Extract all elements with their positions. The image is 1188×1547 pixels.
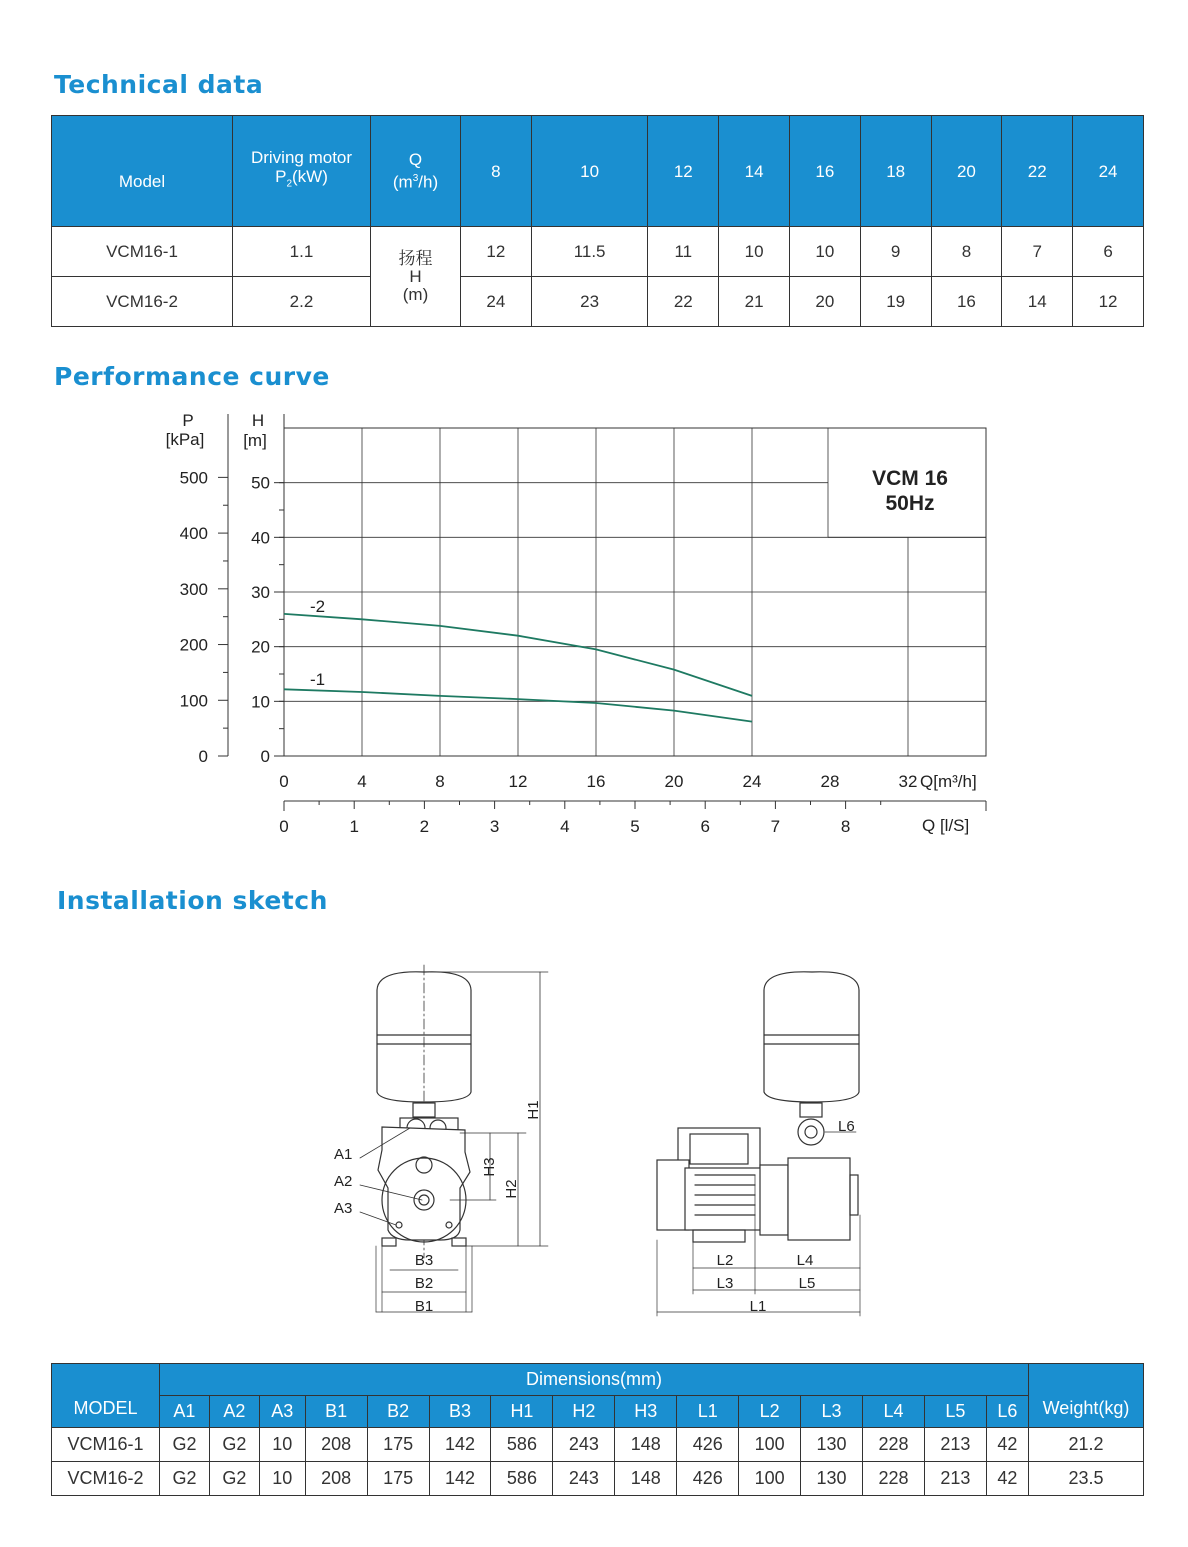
ls-tick-label: 3: [489, 817, 500, 836]
x-tick-label: 20: [664, 772, 684, 791]
dim-col-header: L2: [739, 1396, 801, 1428]
installation-sketch: [300, 960, 900, 1320]
motor-header: [233, 116, 371, 227]
dim-cell: 586: [491, 1428, 553, 1462]
model-cell: VCM16-1: [52, 227, 233, 277]
motor-header-unit: (kW): [292, 167, 328, 187]
dim-cell: 586: [491, 1462, 553, 1496]
chart-axes: [180, 414, 986, 836]
head-cell: 14: [1002, 277, 1073, 327]
dimensions-table: [51, 1363, 1144, 1496]
installation-sketch-title: Installation sketch: [57, 886, 328, 915]
chart-title: VCM 16: [872, 467, 948, 490]
weight-cell: 23.5: [1029, 1462, 1144, 1496]
technical-data-table: [51, 115, 1144, 327]
ls-tick-label: 5: [630, 817, 640, 836]
table-row: [52, 1428, 1144, 1462]
dim-cell: 142: [429, 1428, 491, 1462]
q-header-sup: 3: [412, 173, 419, 185]
h-tick-label: 10: [251, 692, 270, 712]
dim-col-header: L1: [677, 1396, 739, 1428]
head-cell: 24: [461, 277, 532, 327]
model-cell: VCM16-1: [52, 1428, 160, 1462]
label-a2: A2: [334, 1173, 353, 1190]
flow-header: 20: [931, 116, 1002, 227]
x-axis-label: Q[m³/h]: [920, 772, 977, 791]
dim-cell: 243: [553, 1462, 615, 1496]
weight-header: Weight(kg): [1029, 1364, 1144, 1428]
x-axis-label-secondary: Q [l/S]: [922, 816, 970, 835]
x-tick-label: 8: [435, 772, 445, 791]
dim-col-header: A1: [160, 1396, 210, 1428]
dim-col-header: B3: [429, 1396, 491, 1428]
dim-cell: 130: [801, 1462, 863, 1496]
head-cell: 7: [1002, 227, 1073, 277]
x-tick-label: 16: [586, 772, 606, 791]
dim-cell: 148: [615, 1462, 677, 1496]
ls-tick-label: 0: [279, 817, 289, 836]
model-cell: VCM16-2: [52, 1462, 160, 1496]
ls-tick-label: 8: [840, 817, 851, 836]
dim-cell: 208: [305, 1428, 367, 1462]
power-cell: 1.1: [233, 227, 371, 277]
head-cell: 22: [648, 277, 719, 327]
label-l6: L6: [838, 1118, 855, 1135]
head-cell: 19: [860, 277, 931, 327]
flow-header: 14: [719, 116, 790, 227]
dim-col-header: B1: [305, 1396, 367, 1428]
label-a1: A1: [334, 1146, 353, 1163]
ls-tick-label: 6: [700, 817, 710, 836]
dim-col-header: L3: [801, 1396, 863, 1428]
motor-header-sub: 2: [286, 178, 293, 190]
head-cell: 11.5: [531, 227, 648, 277]
head-label-h: H: [409, 266, 422, 286]
label-l5: L5: [798, 1275, 816, 1292]
p-tick-label: 100: [179, 691, 208, 711]
dim-cell: 175: [367, 1428, 429, 1462]
label-h2: H2: [503, 1179, 520, 1199]
table-row: [52, 227, 1144, 277]
dim-cell: G2: [209, 1428, 259, 1462]
dim-col-header: B2: [367, 1396, 429, 1428]
chart-subtitle: 50Hz: [885, 492, 935, 515]
dim-col-header: L4: [863, 1396, 925, 1428]
table-row: [52, 277, 1144, 327]
dim-col-header: A3: [259, 1396, 305, 1428]
dim-cell: 142: [429, 1462, 491, 1496]
head-cell: 11: [648, 227, 719, 277]
q-header-unit-b: /h): [418, 172, 439, 192]
x-tick-label: 0: [279, 772, 289, 791]
h-tick-label: 50: [251, 473, 270, 493]
dims-column-header-row: [52, 1396, 1144, 1428]
label-b1: B1: [414, 1298, 434, 1315]
dim-cell: 130: [801, 1428, 863, 1462]
dim-cell: 148: [615, 1428, 677, 1462]
x-tick-label: 12: [508, 772, 528, 791]
head-cell: 23: [531, 277, 648, 327]
q-header-q: Q: [408, 150, 423, 170]
x-tick-label: 32: [898, 772, 918, 791]
p-axis-label: P: [182, 411, 194, 430]
flow-header: 24: [1073, 116, 1144, 227]
dim-cell: 213: [924, 1462, 986, 1496]
performance-curve-title: Performance curve: [54, 362, 330, 391]
head-cell: 8: [931, 227, 1002, 277]
ls-tick-label: 4: [560, 817, 570, 836]
head-label-cell: [371, 227, 461, 327]
dim-col-header: A2: [209, 1396, 259, 1428]
label-a3: A3: [334, 1200, 353, 1217]
dim-cell: 100: [739, 1428, 801, 1462]
dim-cell: 243: [553, 1428, 615, 1462]
dim-col-header: H1: [491, 1396, 553, 1428]
label-h1: H1: [525, 1100, 542, 1120]
x-tick-label: 28: [820, 772, 840, 791]
dim-cell: 213: [924, 1428, 986, 1462]
p-tick-label: 500: [179, 468, 208, 488]
dim-cell: G2: [160, 1428, 210, 1462]
power-cell: 2.2: [233, 277, 371, 327]
dim-cell: 208: [305, 1462, 367, 1496]
dim-cell: G2: [160, 1462, 210, 1496]
dim-cell: 175: [367, 1462, 429, 1496]
label-h3: H3: [481, 1157, 498, 1177]
model-header: MODEL: [52, 1364, 160, 1428]
dims-body: [52, 1428, 1144, 1496]
motor-header-p: P: [275, 167, 287, 187]
p-tick-label: 300: [179, 579, 208, 599]
dim-col-header: H3: [615, 1396, 677, 1428]
head-cell: 21: [719, 277, 790, 327]
tech-header-row: [52, 116, 1144, 227]
h-tick-label: 20: [251, 637, 270, 657]
h-tick-label: 40: [251, 528, 270, 548]
ls-tick-label: 2: [419, 817, 430, 836]
table-row: [52, 1462, 1144, 1496]
head-cell: 9: [860, 227, 931, 277]
side-view: [657, 972, 860, 1316]
series-label: -2: [310, 597, 326, 616]
dim-cell: 42: [986, 1462, 1028, 1496]
p-tick-label: 200: [179, 635, 208, 655]
head-cell: 6: [1073, 227, 1144, 277]
head-cell: 16: [931, 277, 1002, 327]
p-tick-label: 0: [198, 747, 208, 766]
p-tick-label: 400: [179, 524, 208, 544]
x-tick-label: 24: [742, 772, 762, 791]
flow-header: 18: [860, 116, 931, 227]
ls-tick-label: 1: [349, 817, 359, 836]
series-label: -1: [310, 670, 326, 689]
dim-col-header: L6: [986, 1396, 1028, 1428]
head-cell: 12: [461, 227, 532, 277]
label-b3: B3: [414, 1252, 434, 1269]
label-l1: L1: [749, 1298, 767, 1315]
head-label-cn: 扬程: [398, 248, 433, 268]
dim-col-header: L5: [924, 1396, 986, 1428]
dims-group-header-row: [52, 1364, 1144, 1396]
dim-col-header: H2: [553, 1396, 615, 1428]
model-header: Model: [52, 116, 233, 227]
dim-cell: 228: [863, 1462, 925, 1496]
label-l3: L3: [716, 1275, 734, 1292]
dim-cell: 426: [677, 1428, 739, 1462]
performance-chart: [0, 400, 1188, 850]
h-axis-unit: [m]: [243, 431, 267, 450]
front-view: [360, 965, 548, 1312]
head-cell: 20: [789, 277, 860, 327]
x-tick-label: 4: [357, 772, 367, 791]
dimensions-group-header: Dimensions(mm): [160, 1364, 1029, 1396]
head-cell: 10: [719, 227, 790, 277]
dim-cell: G2: [209, 1462, 259, 1496]
q-header: [371, 116, 461, 227]
label-l2: L2: [716, 1252, 734, 1269]
q-header-unit-a: (m: [392, 172, 413, 192]
flow-header: 16: [789, 116, 860, 227]
dim-cell: 426: [677, 1462, 739, 1496]
head-cell: 10: [789, 227, 860, 277]
p-axis-unit: [kPa]: [165, 430, 205, 449]
dim-cell: 10: [259, 1462, 305, 1496]
dim-cell: 10: [259, 1428, 305, 1462]
flow-header: 12: [648, 116, 719, 227]
head-cell: 12: [1073, 277, 1144, 327]
label-l4: L4: [796, 1252, 814, 1269]
dim-cell: 228: [863, 1428, 925, 1462]
h-tick-label: 0: [260, 747, 270, 766]
flow-header: 10: [531, 116, 648, 227]
technical-data-title: Technical data: [54, 70, 264, 99]
dim-cell: 42: [986, 1428, 1028, 1462]
weight-cell: 21.2: [1029, 1428, 1144, 1462]
flow-header: 22: [1002, 116, 1073, 227]
dim-cell: 100: [739, 1462, 801, 1496]
flow-header: 8: [461, 116, 532, 227]
h-axis-label: H: [251, 411, 265, 430]
model-cell: VCM16-2: [52, 277, 233, 327]
motor-header-line1: Driving motor: [250, 148, 353, 168]
label-b2: B2: [414, 1275, 434, 1292]
ls-tick-label: 7: [770, 817, 781, 836]
h-tick-label: 30: [251, 583, 270, 602]
head-label-unit: (m): [402, 284, 429, 304]
